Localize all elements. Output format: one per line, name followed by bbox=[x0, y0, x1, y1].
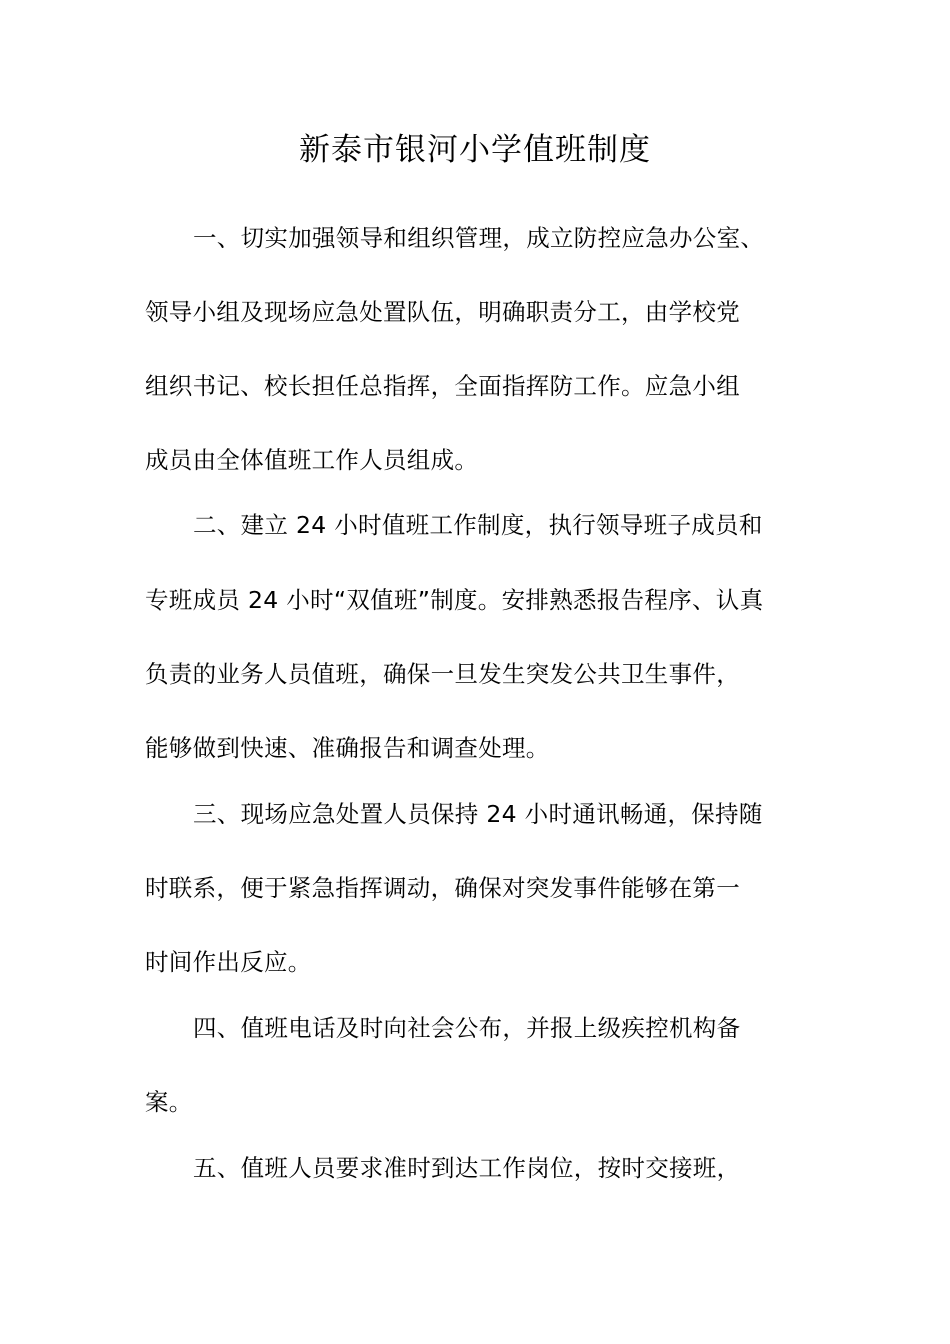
paragraph-4-line-1: 四、值班电话及时向社会公布，并报上级疾控机构备 bbox=[193, 1014, 741, 1042]
paragraph-3-line-1: 三、现场应急处置人员保持 24 小时通讯畅通，保持随 bbox=[193, 800, 763, 828]
paragraph-2-line-3: 负责的业务人员值班，确保一旦发生突发公共卫生事件， bbox=[145, 660, 740, 688]
paragraph-2-line-4: 能够做到快速、准确报告和调查处理。 bbox=[145, 734, 550, 762]
paragraph-1-line-2: 领导小组及现场应急处置队伍，明确职责分工，由学校党 bbox=[145, 298, 740, 326]
paragraph-1-line-3: 组织书记、校长担任总指挥，全面指挥防工作。应急小组 bbox=[145, 372, 740, 400]
paragraph-5-line-1: 五、值班人员要求准时到达工作岗位，按时交接班， bbox=[193, 1154, 741, 1182]
paragraph-2-line-2: 专班成员 24 小时“双值班”制度。安排熟悉报告程序、认真 bbox=[145, 586, 764, 614]
paragraph-1-line-4: 成员由全体值班工作人员组成。 bbox=[145, 446, 479, 474]
paragraph-4-line-2: 案。 bbox=[145, 1088, 193, 1116]
paragraph-3-line-2: 时联系，便于紧急指挥调动，确保对突发事件能够在第一 bbox=[145, 874, 740, 902]
paragraph-3-line-3: 时间作出反应。 bbox=[145, 948, 312, 976]
paragraph-2-line-1: 二、建立 24 小时值班工作制度，执行领导班子成员和 bbox=[193, 511, 763, 539]
paragraph-1-line-1: 一、切实加强领导和组织管理，成立防控应急办公室、 bbox=[193, 224, 765, 252]
document-title: 新泰市银河小学值班制度 bbox=[299, 132, 651, 168]
